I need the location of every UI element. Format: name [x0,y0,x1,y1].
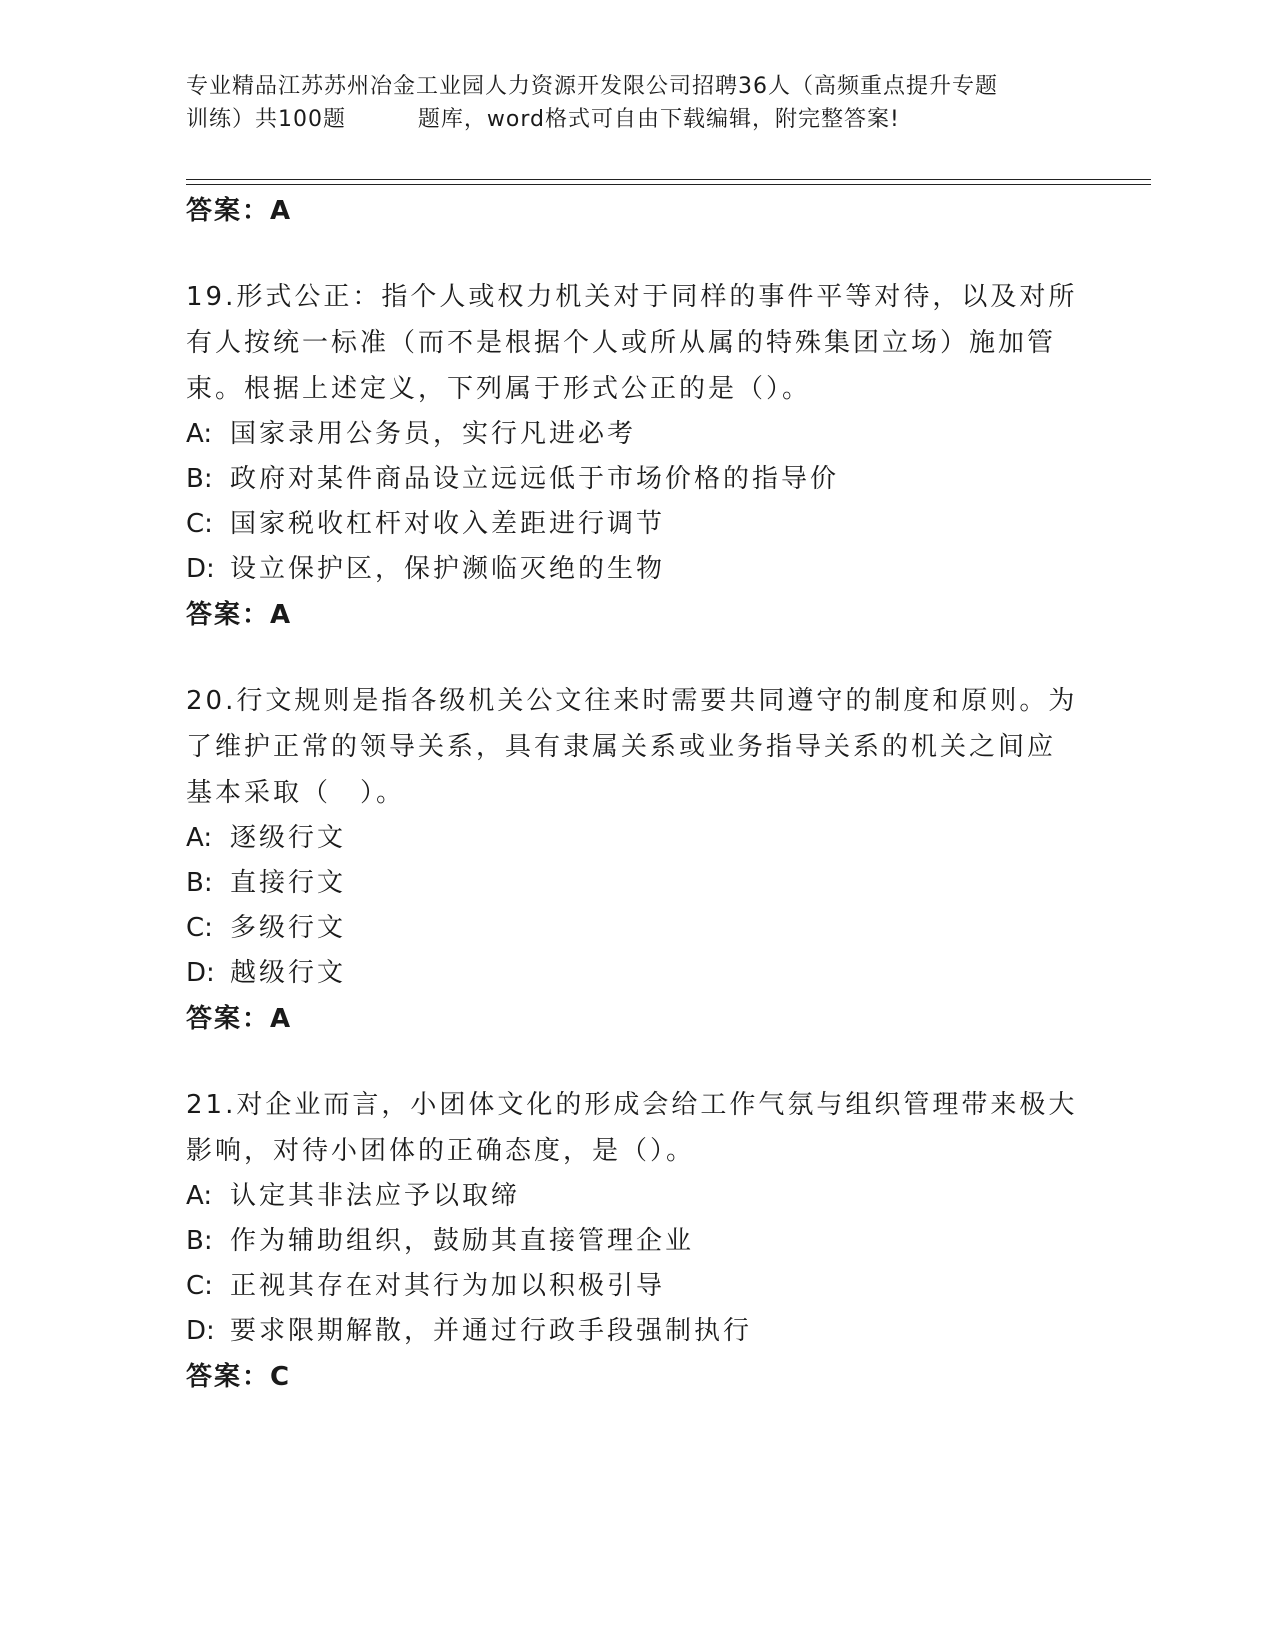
option-key: C: [186,509,213,539]
question-text-line: 影响，对待小团体的正确态度，是（）。 [186,1136,696,1166]
question-20 [186,678,1086,1042]
question-list [186,188,1086,1400]
option-key: B: [186,868,213,898]
option-b [186,861,1086,906]
question-text-line: 21.对企业而言，小团体文化的形成会给工作气氛与组织管理带来极大 [186,1090,1078,1120]
answer-20: 答案：A [186,1004,293,1034]
question-text-line: 了维护正常的领导关系，具有隶属关系或业务指导关系的机关之间应 [186,732,1057,762]
spacer [186,1042,1086,1082]
option-key: D: [186,1316,215,1346]
question-text-line: 20.行文规则是指各级机关公文往来时需要共同遵守的制度和原则。为 [186,686,1078,716]
header-divider-top [186,179,1151,180]
option-text: 要求限期解散，并通过行政手段强制执行 [230,1316,753,1346]
option-d [186,951,1086,996]
option-text: 国家录用公务员，实行凡进必考 [230,419,637,449]
option-key: B: [186,464,213,494]
option-key: A: [186,419,213,449]
spacer [186,234,1086,274]
option-text: 政府对某件商品设立远远低于市场价格的指导价 [230,464,840,494]
option-c [186,502,1086,547]
answer-19: 答案：A [186,600,293,630]
header-divider-bottom [186,184,1151,185]
option-a [186,412,1086,457]
option-a [186,816,1086,861]
option-key: D: [186,554,215,584]
spacer [186,638,1086,678]
header-line-2: 训练）共100题 题库，word格式可自由下载编辑，附完整答案! [186,107,900,132]
page-header [186,70,1086,136]
option-key: C: [186,913,213,943]
question-text-line: 基本采取（ ）。 [186,778,406,808]
option-a [186,1174,1086,1219]
option-d [186,1309,1086,1354]
option-key: D: [186,958,215,988]
option-text: 直接行文 [230,868,347,898]
option-text: 正视其存在对其行为加以积极引导 [230,1271,666,1301]
option-text: 国家税收杠杆对收入差距进行调节 [230,509,666,539]
option-key: B: [186,1226,213,1256]
option-text: 认定其非法应予以取缔 [230,1181,521,1211]
option-text: 逐级行文 [230,823,347,853]
question-text-line: 19.形式公正：指个人或权力机关对于同样的事件平等对待，以及对所 [186,282,1078,312]
option-text: 设立保护区，保护濒临灭绝的生物 [230,554,666,584]
question-text-line: 有人按统一标准（而不是根据个人或所从属的特殊集团立场）施加管 [186,328,1057,358]
option-text: 作为辅助组织，鼓励其直接管理企业 [230,1226,695,1256]
option-d [186,547,1086,592]
option-c [186,906,1086,951]
option-key: A: [186,1181,213,1211]
option-text: 多级行文 [230,913,347,943]
answer-21: 答案：C [186,1362,292,1392]
previous-answer: 答案：A [186,196,293,226]
option-b [186,1219,1086,1264]
question-text-line: 束。根据上述定义，下列属于形式公正的是（）。 [186,374,812,404]
option-c [186,1264,1086,1309]
option-text: 越级行文 [230,958,347,988]
question-19 [186,274,1086,638]
question-21 [186,1082,1086,1400]
header-line-1: 专业精品江苏苏州冶金工业园人力资源开发限公司招聘36人（高频重点提升专题 [186,74,998,99]
option-b [186,457,1086,502]
option-key: A: [186,823,213,853]
option-key: C: [186,1271,213,1301]
